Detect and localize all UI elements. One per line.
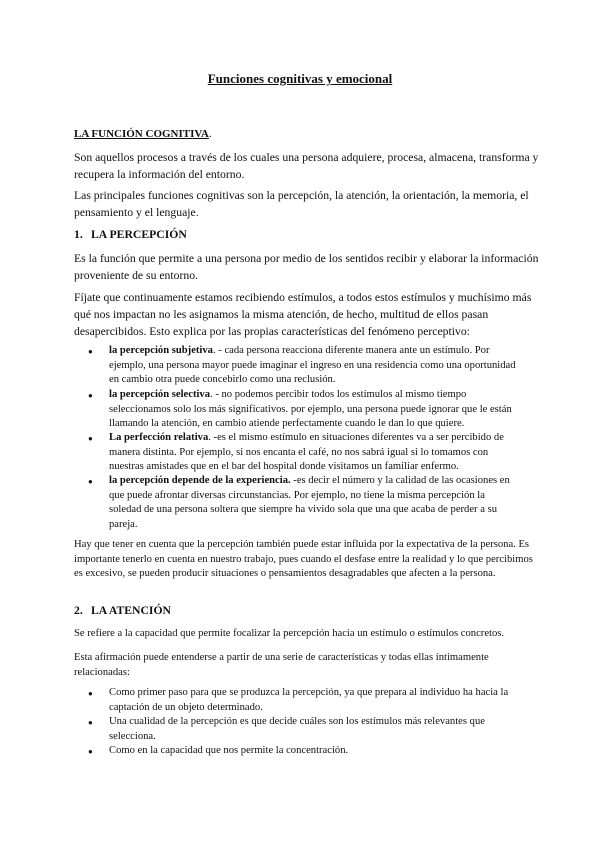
bullet-icon: ● [88,391,93,400]
document-title: Funciones cognitivas y emocional [207,71,393,86]
heading-number: 2. [74,604,83,617]
list-item-perfeccion-relativa [109,431,519,475]
bullet-icon: ● [88,689,93,698]
list-item-atencion-3: Como en la capacidad que nos permite la concentración. [109,745,349,756]
paragraph-definition: Son aquellos procesos a través de los cuales una persona adquiere, procesa, almacena, transforma y recupera la información del entorno. [74,151,539,182]
section-heading-funcion-cognitiva [74,125,544,143]
list-item-term: la percepción subjetiva [109,345,213,356]
paragraph-percepcion-stimuli: Fíjate que continuamente estamos recibiendo estímulos, a todos estos estímulos y muchísimo más qué nos impactan no les asignamos la misma atención, de hecho, multitud de ellos pasan desapercibidos. Esto explica por las propias características del fenómeno perceptivo: [74,291,532,339]
paragraph-atencion-definition: Se refiere a la capacidad que permite focalizar la percepción hacia un estímulo o estímulos concretos. [74,628,505,639]
list-item-term: la percepción selectiva [109,389,211,400]
bullet-icon: ● [88,434,93,443]
list-item-percepcion-selectiva [109,388,519,432]
list-item-atencion-1: Como primer paso para que se produzca la percepción, ya que prepara al individuo ha hacia la captación de un objeto determinado. [109,687,509,713]
heading-text: LA ATENCIÓN [91,604,171,617]
list-item-text: . -es el mismo estímulo en situaciones diferentes va a ser percibido de manera distinta. Por ejemplo, si nos encanta el café, no nos sabrá igual si lo tomamos con nuestras amistades que en el bar del hospital donde visitamos un familiar enfermo. [109,432,504,472]
list-item-term: la percepción depende de la experiencia. [109,475,291,486]
list-item-text: . - no podemos percibir todos los estímulos al mismo tiempo seleccionamos solo los más significativos. por ejemplo, una persona puede ignorar que le están llamando la atención, en cambio atiende perfectamente cuando le dan lo que quiere. [109,389,512,429]
heading-text: LA PERCEPCIÓN [91,228,187,241]
list-item-text: . - cada persona reacciona diferente manera ante un estímulo. Por ejemplo, una persona mayor puede imaginar el ingreso en una residencia como una oportunidad en cambio otra puede concebirlo como una reclusión. [109,345,516,385]
list-item-atencion-2: Una cualidad de la percepción es que decide cuáles son los estímulos más relevantes que selecciona. [109,716,485,742]
heading-number: 1. [74,228,83,241]
bullet-icon: ● [88,718,93,727]
bullet-icon: ● [88,747,93,756]
heading-la-percepcion [74,226,544,243]
section-heading-text: LA FUNCIÓN COGNITIVA [74,128,209,140]
section-heading-period: . [208,127,212,140]
heading-la-atencion [74,602,544,619]
bullet-icon: ● [88,347,93,356]
paragraph-atencion-characteristics: Esta afirmación puede entenderse a partir de una serie de características y todas ellas íntimamente relacionadas: [74,652,489,678]
paragraph-main-functions: Las principales funciones cognitivas son la percepción, la atención, la orientación, la memoria, el pensamiento y el lenguaje. [74,189,529,220]
list-item-percepcion-experiencia [109,474,519,532]
paragraph-expectativa: Hay que tener en cuenta que la percepción también puede estar influida por la expectativa de la persona. Es importante tenerlo en cuenta en nuestro trabajo, pues cuando el desfase entre la realidad y lo que percibimos es excesivo, se pueden producir situaciones o pensamientos desagradables que afecten a la persona. [74,539,533,579]
list-item-term: La perfección relativa [109,432,209,443]
list-item-text: -es decir el número y la calidad de las ocasiones en que puede afrontar diversas circunstancias. Por ejemplo, no tiene la misma percepción la soledad de una persona soltera que siempre ha vivido sola que una que acaba de perder a su pareja. [109,475,510,530]
paragraph-percepcion-definition: Es la función que permite a una persona por medio de los sentidos recibir y elaborar la información proveniente de su entorno. [74,252,539,283]
list-item-percepcion-subjetiva [109,344,519,388]
bullet-icon: ● [88,477,93,486]
